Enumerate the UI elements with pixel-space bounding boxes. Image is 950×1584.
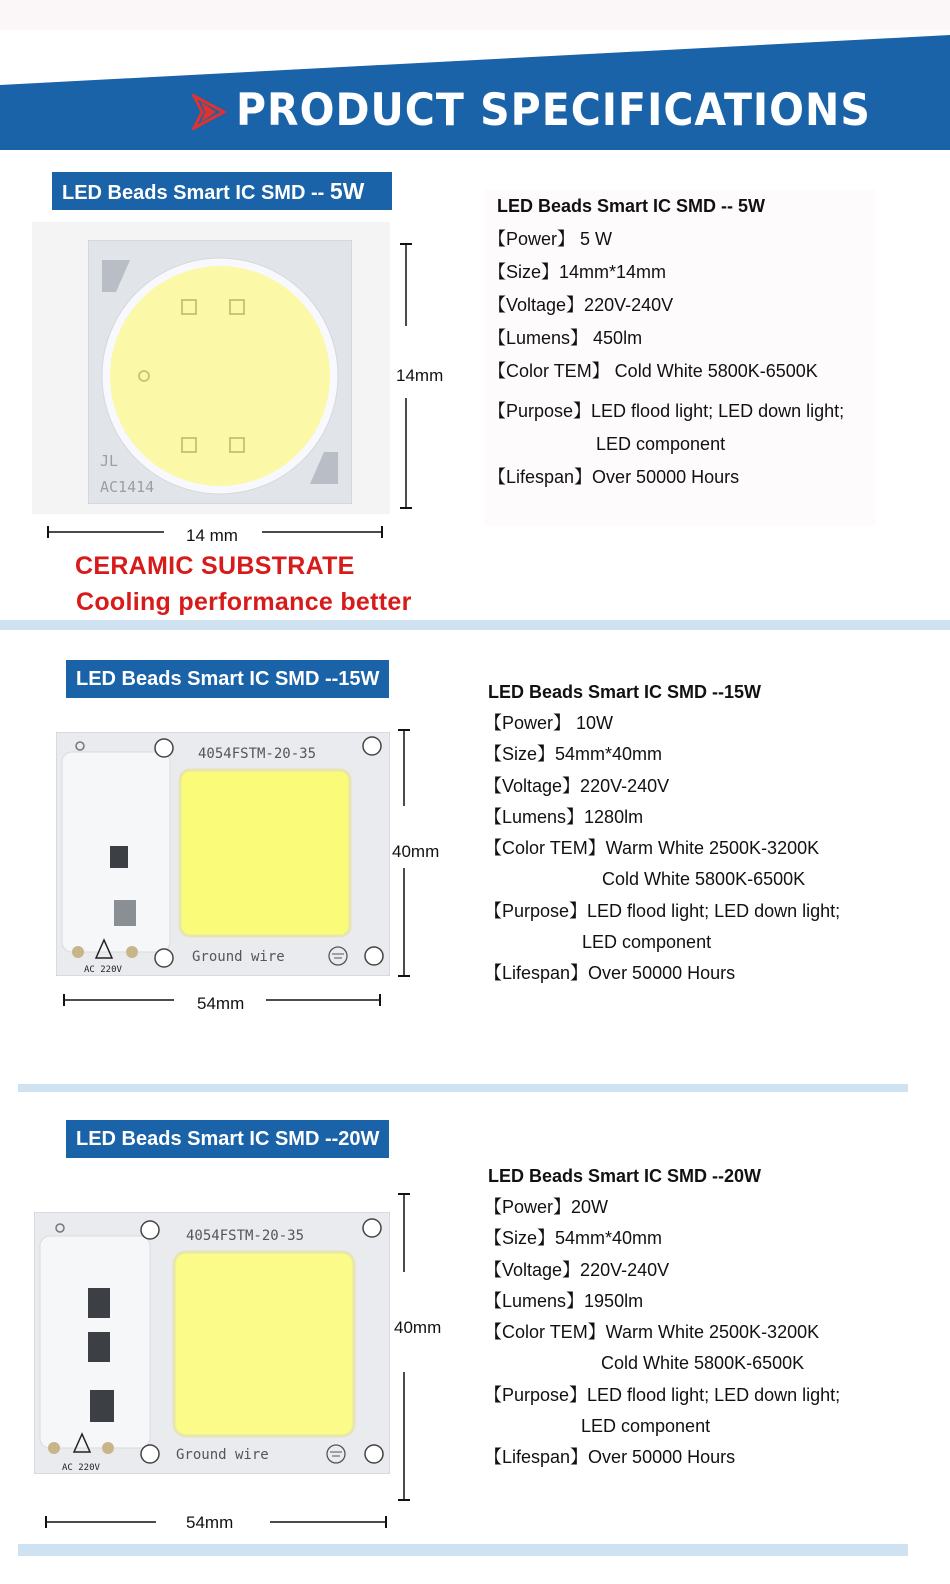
specs-15w-lifespan: 【Lifespan】Over 50000 Hours	[484, 963, 736, 983]
specs-5w-lifespan: 【Lifespan】Over 50000 Hours	[488, 467, 740, 487]
specs-20w-lifespan: 【Lifespan】Over 50000 Hours	[484, 1447, 736, 1467]
chip-15w-ground: Ground wire	[192, 949, 285, 965]
play-arrow-icon	[192, 94, 226, 130]
specs-15w-color-tem-cont: Cold White 5800K-6500K	[602, 869, 806, 889]
specs-5w-lumens: 【Lumens】 450lm	[488, 328, 643, 348]
dim-5w-horizontal-label: 14 mm	[186, 526, 238, 545]
section-2-label: LED Beads Smart IC SMD --15W	[66, 660, 389, 698]
specs-20w-purpose-cont: LED component	[581, 1416, 711, 1436]
specs-15w-color-tem: 【Color TEM】Warm White 2500K-3200K	[484, 838, 820, 858]
specs-20w-color-tem-cont: Cold White 5800K-6500K	[601, 1353, 805, 1373]
section-1-label-text: LED Beads Smart IC SMD --	[62, 182, 330, 204]
section-1-label-wattage: 5W	[329, 178, 365, 204]
note-cooling-performance: Cooling performance better	[76, 588, 412, 616]
chip-5w-model: AC1414	[100, 478, 155, 496]
chip-5w-code: JL	[100, 452, 119, 470]
dim-15w-vertical-label: 40mm	[392, 842, 440, 861]
specs-15w-purpose: 【Purpose】LED flood light; LED down light;	[484, 901, 841, 921]
specs-15w-power: 【Power】 10W	[484, 713, 614, 733]
specs-15w-lumens: 【Lumens】1280lm	[484, 807, 644, 827]
specs-5w-size: 【Size】14mm*14mm	[488, 262, 667, 282]
dim-5w-vertical-label: 14mm	[396, 366, 444, 385]
specs-5w-purpose-cont: LED component	[596, 434, 726, 454]
chip-20w-model: 4054FSTM-20-35	[186, 1228, 305, 1244]
note-ceramic-substrate: CERAMIC SUBSTRATE	[75, 552, 355, 580]
specs-20w-power: 【Power】20W	[484, 1197, 609, 1217]
section-divider-1	[0, 620, 950, 630]
chip-20w-ac: AC 220V	[62, 1463, 100, 1473]
chip-15w-model: 4054FSTM-20-35	[198, 746, 317, 762]
specs-20w-lumens: 【Lumens】1950lm	[484, 1291, 644, 1311]
specs-15w-voltage: 【Voltage】220V-240V	[484, 776, 670, 796]
section-3-label: LED Beads Smart IC SMD --20W	[66, 1120, 389, 1158]
specs-20w-voltage: 【Voltage】220V-240V	[484, 1260, 670, 1280]
dim-20w-vertical-label: 40mm	[394, 1318, 442, 1337]
page-title: PRODUCT SPECIFICATIONS	[236, 84, 871, 136]
chip-15w-ac: AC 220V	[84, 965, 122, 975]
specs-20w-color-tem: 【Color TEM】Warm White 2500K-3200K	[484, 1322, 820, 1342]
chip-5w-image	[88, 240, 352, 504]
chip-20w-image	[34, 1212, 390, 1474]
specs-20w-purpose: 【Purpose】LED flood light; LED down light;	[484, 1385, 841, 1405]
dim-15w-horizontal-label: 54mm	[197, 994, 245, 1013]
specs-15w-purpose-cont: LED component	[582, 932, 712, 952]
specs-20w-size: 【Size】54mm*40mm	[484, 1228, 663, 1248]
specs-15w-size: 【Size】54mm*40mm	[484, 744, 663, 764]
specs-5w-voltage: 【Voltage】220V-240V	[488, 295, 674, 315]
specs-5w-title: LED Beads Smart IC SMD -- 5W	[497, 196, 766, 216]
chip-20w-ground: Ground wire	[176, 1447, 269, 1463]
dim-20w-horizontal-label: 54mm	[186, 1513, 234, 1532]
chip-15w-image	[56, 732, 390, 976]
section-divider-3	[18, 1544, 908, 1556]
specs-15w-title: LED Beads Smart IC SMD --15W	[488, 682, 762, 702]
section-1-label	[52, 172, 392, 210]
specs-5w-purpose: 【Purpose】LED flood light; LED down light;	[488, 401, 845, 421]
section-divider-2	[18, 1084, 908, 1092]
specs-5w-power: 【Power】 5 W	[488, 229, 613, 249]
specs-5w-color-tem: 【Color TEM】 Cold White 5800K-6500K	[488, 361, 818, 381]
specs-20w-title: LED Beads Smart IC SMD --20W	[488, 1166, 762, 1186]
dim-20w-vertical-line	[394, 1192, 414, 1504]
